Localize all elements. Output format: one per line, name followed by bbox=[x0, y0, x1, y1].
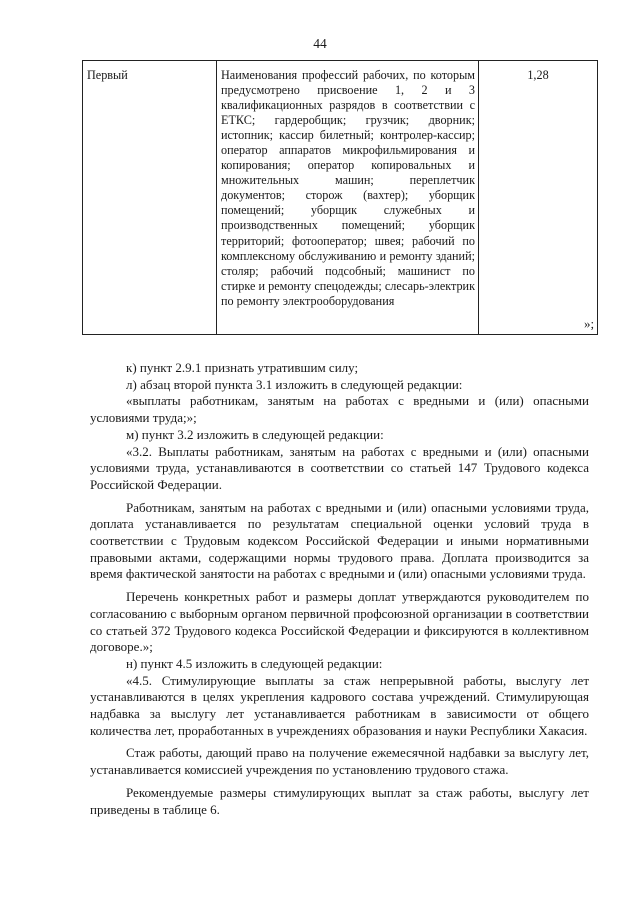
professions-text: Наименования профессий рабочих, по которым предусмотрено присвоение 1, 2 и 3 квалификационных разрядов в соответствии с ЕТКС; гардеробщик; грузчик; дворник; истопник; кассир билетный; контролер-кассир; оператор аппаратов микрофильмирования и копирования; оператор копировальных и множительных машин; переплетчик документов; сторож (вахтер); уборщик помещений; уборщик служебных и производственных помещений; уборщик территорий; фотооператор; швея; рабочий по комплексному обслуживанию и ремонту зданий; столяр; рабочий подсобный; машинист по стирке и ремонту спецодежды; слесарь-электрик по ремонту электрооборудования bbox=[221, 68, 475, 308]
paragraph-4-5-table6: Рекомендуемые размеры стимулирующих выплат за стаж работы, выслугу лет приведены в таблице 6. bbox=[90, 784, 589, 817]
paragraph-4-5-stazh: Стаж работы, дающий право на получение ежемесячной надбавки за выслугу лет, устанавливается комиссией учреждения по установлению трудового стажа. bbox=[90, 745, 589, 778]
closing-quote-mark: »; bbox=[584, 316, 595, 331]
professions-table bbox=[82, 60, 598, 335]
category-cell: Первый bbox=[83, 61, 217, 335]
paragraph-k: к) пункт 2.9.1 признать утратившим силу; bbox=[126, 360, 359, 375]
professions-cell bbox=[217, 61, 479, 335]
document-body bbox=[90, 360, 589, 860]
paragraph-3-2: «3.2. Выплаты работникам, занятым на работах с вредными и (или) опасными условиями труда, устанавливаются в соответствии со статьей 147 Трудового кодекса Российской Федерации. bbox=[90, 443, 589, 492]
table-row bbox=[83, 61, 598, 335]
paragraph-n: н) пункт 4.5 изложить в следующей редакции: bbox=[126, 655, 383, 671]
paragraph-l: л) абзац второй пункта 3.1 изложить в следующей редакции: bbox=[126, 376, 463, 392]
paragraph-3-2-perechen: Перечень конкретных работ и размеры доплат утверждаются руководителем по согласованию с выборным органом первичной профсоюзной организации в соответствии со статьей 372 Трудового кодекса Российской Федерации и фиксируются в коллективном договоре.»; bbox=[90, 589, 589, 655]
paragraph-l-quote: «выплаты работникам, занятым на работах с вредными и (или) опасными условиями труда;»; bbox=[90, 393, 589, 426]
paragraph-4-5: «4.5. Стимулирующие выплаты за стаж непрерывной работы, выслугу лет устанавливаются в целях укрепления кадрового состава учреждений. Стимулирующая надбавка за выслугу лет устанавливается работникам в зависимости от общего количества лет, проработанных в учреждениях образования и науки Республики Хакасия. bbox=[90, 672, 589, 738]
paragraph-m: м) пункт 3.2 изложить в следующей редакции: bbox=[126, 426, 384, 442]
coefficient-cell: 1,28 bbox=[479, 61, 598, 335]
paragraph-3-2-doplata: Работникам, занятым на работах с вредными и (или) опасными условиями труда, доплата устанавливается по результатам специальной оценки условий труда в соответствии с Трудовым кодексом Российской Федерации и иными нормативными правовыми актами, содержащими нормы трудового права. Доплата производится за время фактической занятости на работах с вредными и (или) опасными условиями труда. bbox=[90, 499, 589, 582]
page-number: 44 bbox=[313, 36, 327, 51]
